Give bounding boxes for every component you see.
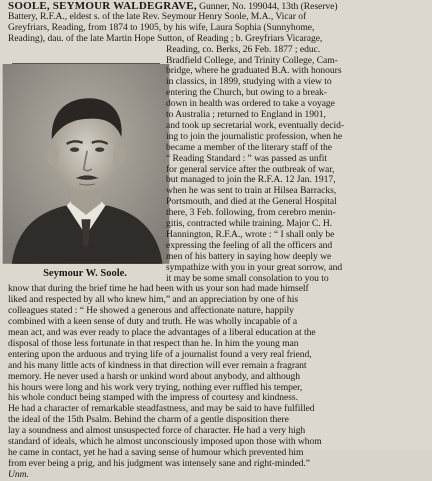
entry-text-line: in classics, in 1899, studying with a view to	[166, 76, 332, 88]
entry-text-line: colleagues stated : “ He showed a generous and affectionate nature, happily	[8, 305, 294, 317]
entry-text-line: his hours were long and his work very trying, nothing ever ruffled his temper,	[8, 381, 303, 393]
entry-text-line: combined with a keen sense of duty and truth. He was wholly incapable of a	[8, 316, 298, 328]
entry-text-line: expressing the feeling of all the officers and	[166, 239, 333, 251]
entry-text-line: disposal of those less fortunate in that respect than he. In him the young man	[8, 337, 299, 349]
entry-text-line: He had a character of remarkable steadfastness, and may be said to have fulfilled	[8, 403, 315, 415]
entry-text-line: Gunner, No. 199044, 13th (Reserve)	[199, 1, 338, 12]
entry-heading: SOOLE, SEYMOUR WALDEGRAVE,	[8, 0, 197, 12]
entry-text-line: down in health was ordered to take a voyage	[166, 98, 335, 110]
entry-text-line: memory. He never used a harsh or unkind word about anybody, and although	[8, 370, 300, 382]
entry-text-line: and his many little acts of kindness in that direction will ever remain a fragrant	[8, 359, 307, 371]
entry-signature: Unm.	[8, 468, 29, 480]
entry-text-line: lay a soundness and almost unsuspected force of character. He had a very high	[8, 425, 306, 437]
entry-text-line: Portsmouth, and died at the General Hospital	[166, 196, 337, 208]
entry-text-line: standard of ideals, which he almost unconsciously imposed upon those with whom	[8, 436, 322, 447]
entry-text-line: mean act, and was ever ready to place the advantages of a liberal education at the	[8, 327, 316, 338]
entry-text-line: he came in contact, yet he had a saving sense of humour which prevented him	[8, 446, 304, 458]
entry-text-line: from ever being a prig, and his judgment was intensely sane and right-minded.”	[8, 457, 310, 469]
entry-text-line: when he was sent to train at Hilsea Barracks,	[166, 185, 337, 197]
entry-text-line: sympathize with you in your great sorrow, and	[166, 261, 343, 273]
entry-text-line: gitis, contracted while training. Major C. H.	[166, 218, 333, 229]
entry-text-line: for general service after the outbreak of war,	[166, 163, 335, 175]
entry-text-line: know that during the brief time he had been with us your son had made himself	[8, 283, 309, 295]
entry-text-line: Reading), dau. of the late Martin Hope Sutton, of Reading ; b. Greyfriars Vicarage,	[8, 32, 323, 44]
entry-text-line: Reading, co. Berks, 26 Feb. 1877 ; educ.	[166, 43, 321, 55]
entry-text-line: to Australia ; returned to England in 1901,	[166, 109, 326, 120]
entry-text-line: Hannington, R.F.A., wrote : “ I shall only be	[166, 228, 335, 240]
portrait-image	[13, 64, 159, 264]
entry-text-line: it may be some small consolation to you to	[166, 272, 329, 284]
entry-text-line: Battery, R.F.A., eldest s. of the late Rev. Seymour Henry Soole, M.A., Vicar of	[8, 10, 307, 22]
entry-text-line: and took up secretarial work, eventually decid-	[166, 119, 344, 131]
entry-text-line: “ Reading Standard : ” was passed as unfit	[166, 152, 327, 164]
entry-text-line: became a member of the literary staff of the	[166, 141, 332, 153]
entry-text-line: men of his battery in saying how deeply we	[166, 250, 332, 262]
entry-text-line: the ideal of the 15th Psalm. Behind the charm of a gentle disposition there	[8, 414, 289, 426]
entry-text-line: Greyfriars, Reading, from 1874 to 1905, by his wife, Laura Sophia (Sunnyhome,	[8, 21, 315, 33]
entry-text-line: his whole conduct being stamped with the impress of courtesy and kindness.	[8, 392, 298, 404]
entry-text-line: liked and respected by all who knew him,” and an appreciation by one of his	[8, 294, 299, 306]
portrait-caption: Seymour W. Soole.	[43, 268, 127, 280]
entry-text-line: entering the Church, but owing to a break-	[166, 87, 327, 99]
entry-text-line: Bradfield College, and Trinity College, Cam-	[166, 54, 338, 66]
portrait-photo	[12, 63, 160, 265]
entry-text-line: entering upon the arduous and trying life of a journalist found a very real friend,	[8, 348, 312, 360]
entry-text-line: bridge, where he graduated B.A. with honours	[166, 65, 342, 77]
entry-text-line: ing to join the journalistic profession, when he	[166, 130, 343, 142]
entry-text-line: but managed to join the R.F.A. 12 Jan. 1917,	[166, 174, 336, 186]
entry-text-line: there, 3 Feb. following, from cerebro menin-	[166, 207, 336, 219]
